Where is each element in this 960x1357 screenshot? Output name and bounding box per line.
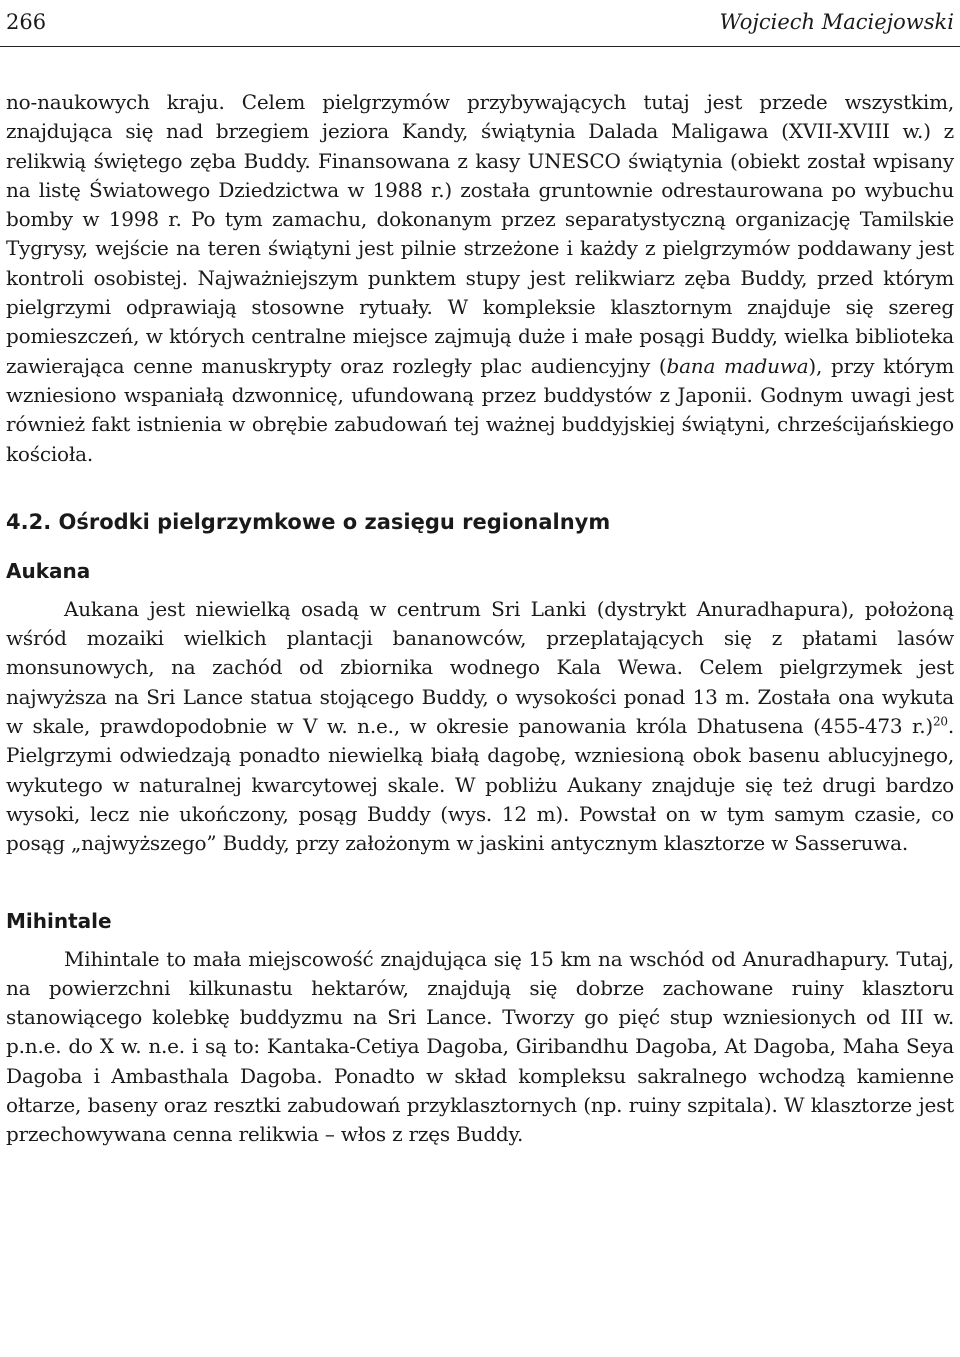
page-number: 266 bbox=[6, 10, 47, 34]
intro-text: no-naukowych kraju. Celem pielgrzymów przybywających tutaj jest przede wszystkim, znajdująca się nad brzegiem jeziora Kandy, świątynia Dalada Maligawa (XVII-XVIII w.) z relikwią świętego zęba Buddy. Finansowana z kasy UNESCO świątynia (obiekt został wpisany na listę Światowego Dziedzictwa w 1988 r.) została gruntownie odrestaurowana po wybuchu bomby w 1998 r. Po tym zamachu, dokonanym przez separatystyczną organizację Tamilskie Tygrysy, wejście na teren świątyni jest pilnie strzeżone i każdy z pielgrzymów poddawany jest kontroli osobistej. Najważniejszym punktem stupy jest relikwiarz zęba Buddy, przed którym pielgrzymi odprawiają stosowne rytuały. W kompleksie klasztornym znajduje się szereg pomieszczeń, w których centralne miejsce zajmują duże i małe posągi Buddy, wielka biblioteka zawierająca cenne manuskrypty oraz rozległy plac audiencyjny ( bbox=[6, 90, 954, 378]
aukana-text-after: . Pielgrzymi odwiedzają ponadto niewielką białą dagobę, wzniesioną obok basenu ablucyjnego, wykutego w naturalnej kwarcytowej skale. W pobliżu Aukany znajduje się też drugi bardzo wysoki, lecz nie ukończony, posąg Buddy (wys. 12 m). Powstał on w tym samym czasie, co posąg „najwyższego” Buddy, przy założonym w jaskini antycznym klasztorze w Sasseruwa. bbox=[6, 714, 954, 856]
intro-text-after: ), przy którym wzniesiono wspaniałą dzwonnicę, ufundowaną przez buddystów z Japonii. Godnym uwagi jest również fakt istnienia w obrębie zabudowań tej ważnej buddyjskiej świątyni, chrześcijańskiego kościoła. bbox=[6, 353, 954, 466]
mihintale-heading: Mihintale bbox=[6, 908, 112, 933]
mihintale-paragraph: Mihintale to mała miejscowość znajdująca się 15 km na wschód od Anuradhapury. Tutaj, na powierzchni kilkunastu hektarów, znajdują się dobrze zachowane ruiny klasztoru stanowiącego kolebkę buddyzmu na Sri Lance. Tworzy go pięć stup wzniesionych od III w. p.n.e. do X w. n.e. i są to: Kantaka-Cetiya Dagoba, Giribandhu Dagoba, At Dagoba, Maha Seya Dagoba i Ambasthala Dagoba. Ponadto w skład kompleksu sakralnego wchodzą kamienne ołtarze, baseny oraz resztki zabudowań przyklasztornych (np. ruiny szpitala). W klasztorze jest przechowywana cenna relikwia – włos z rzęs Buddy. bbox=[6, 946, 954, 1147]
aukana-heading: Aukana bbox=[6, 558, 91, 583]
running-head-author: Wojciech Maciejowski bbox=[719, 10, 954, 34]
aukana-paragraph bbox=[6, 595, 954, 859]
footnote-marker: 20 bbox=[932, 714, 948, 729]
italic-term: bana maduwa bbox=[666, 353, 809, 378]
page-body bbox=[6, 88, 954, 1150]
header-rule bbox=[0, 46, 960, 47]
running-header bbox=[6, 0, 954, 44]
aukana-text: Aukana jest niewielką osadą w centrum Sri Lanki (dystrykt Anuradhapura), położoną wśród mozaiki wielkich plantacji bananowców, przeplatających się z płatami lasów monsunowych, na zachód od zbiornika wodnego Kala Wewa. Celem pielgrzymek jest najwyższa na Sri Lance statua stojącego Buddy, o wysokości ponad 13 m. Została ona wykuta w skale, prawdopodobnie w V w. n.e., w okresie panowania króla Dhatusena (455-473 r.) bbox=[6, 596, 954, 739]
intro-paragraph bbox=[6, 88, 954, 469]
section-title: 4.2. Ośrodki pielgrzymkowe o zasięgu regionalnym bbox=[6, 509, 611, 534]
